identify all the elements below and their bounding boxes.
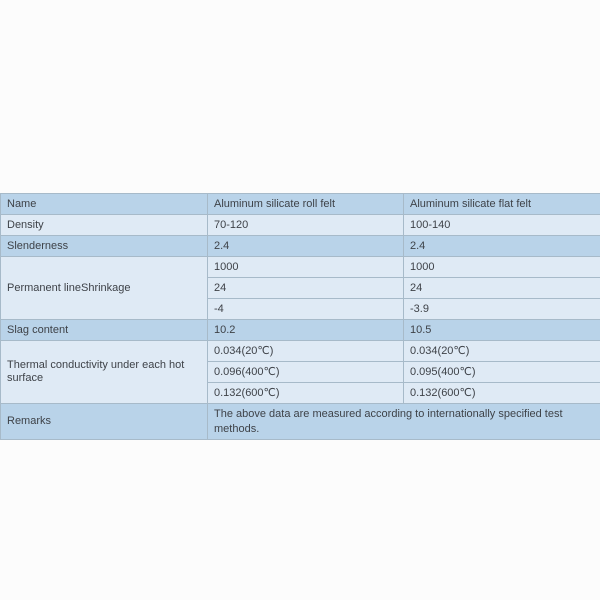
slenderness-flat-cell: 2.4 (404, 236, 600, 257)
shrinkage-row-1 (1, 257, 600, 278)
remarks-label-cell: Remarks (1, 404, 208, 440)
slenderness-roll-cell: 2.4 (208, 236, 404, 257)
thermal-r3-roll-cell: 0.132(600℃) (208, 383, 404, 404)
shrinkage-label-cell: Permanent lineShrinkage (1, 257, 208, 320)
header-row (1, 194, 600, 215)
thermal-r2-roll-cell: 0.096(400℃) (208, 362, 404, 383)
shrinkage-r3-flat-cell: -3.9 (404, 299, 600, 320)
spec-table (0, 193, 600, 440)
thermal-r2-flat-cell: 0.095(400℃) (404, 362, 600, 383)
remarks-text-cell: The above data are measured according to internationally specified test methods. (208, 404, 600, 440)
slag-row (1, 320, 600, 341)
slag-roll-cell: 10.2 (208, 320, 404, 341)
header-roll-felt-cell: Aluminum silicate roll felt (208, 194, 404, 215)
thermal-label-cell: Thermal conductivity under each hot surface (1, 341, 208, 404)
spec-table-container (0, 193, 600, 440)
shrinkage-r1-roll-cell: 1000 (208, 257, 404, 278)
thermal-r1-roll-cell: 0.034(20℃) (208, 341, 404, 362)
shrinkage-r2-roll-cell: 24 (208, 278, 404, 299)
shrinkage-r1-flat-cell: 1000 (404, 257, 600, 278)
thermal-r3-flat-cell: 0.132(600℃) (404, 383, 600, 404)
slag-label-cell: Slag content (1, 320, 208, 341)
remarks-row (1, 404, 600, 440)
density-flat-cell: 100-140 (404, 215, 600, 236)
thermal-r1-flat-cell: 0.034(20℃) (404, 341, 600, 362)
density-row (1, 215, 600, 236)
density-roll-cell: 70-120 (208, 215, 404, 236)
density-label-cell: Density (1, 215, 208, 236)
thermal-row-1 (1, 341, 600, 362)
shrinkage-r2-flat-cell: 24 (404, 278, 600, 299)
header-name-cell: Name (1, 194, 208, 215)
shrinkage-r3-roll-cell: -4 (208, 299, 404, 320)
slenderness-label-cell: Slenderness (1, 236, 208, 257)
slag-flat-cell: 10.5 (404, 320, 600, 341)
slenderness-row (1, 236, 600, 257)
header-flat-felt-cell: Aluminum silicate flat felt (404, 194, 600, 215)
